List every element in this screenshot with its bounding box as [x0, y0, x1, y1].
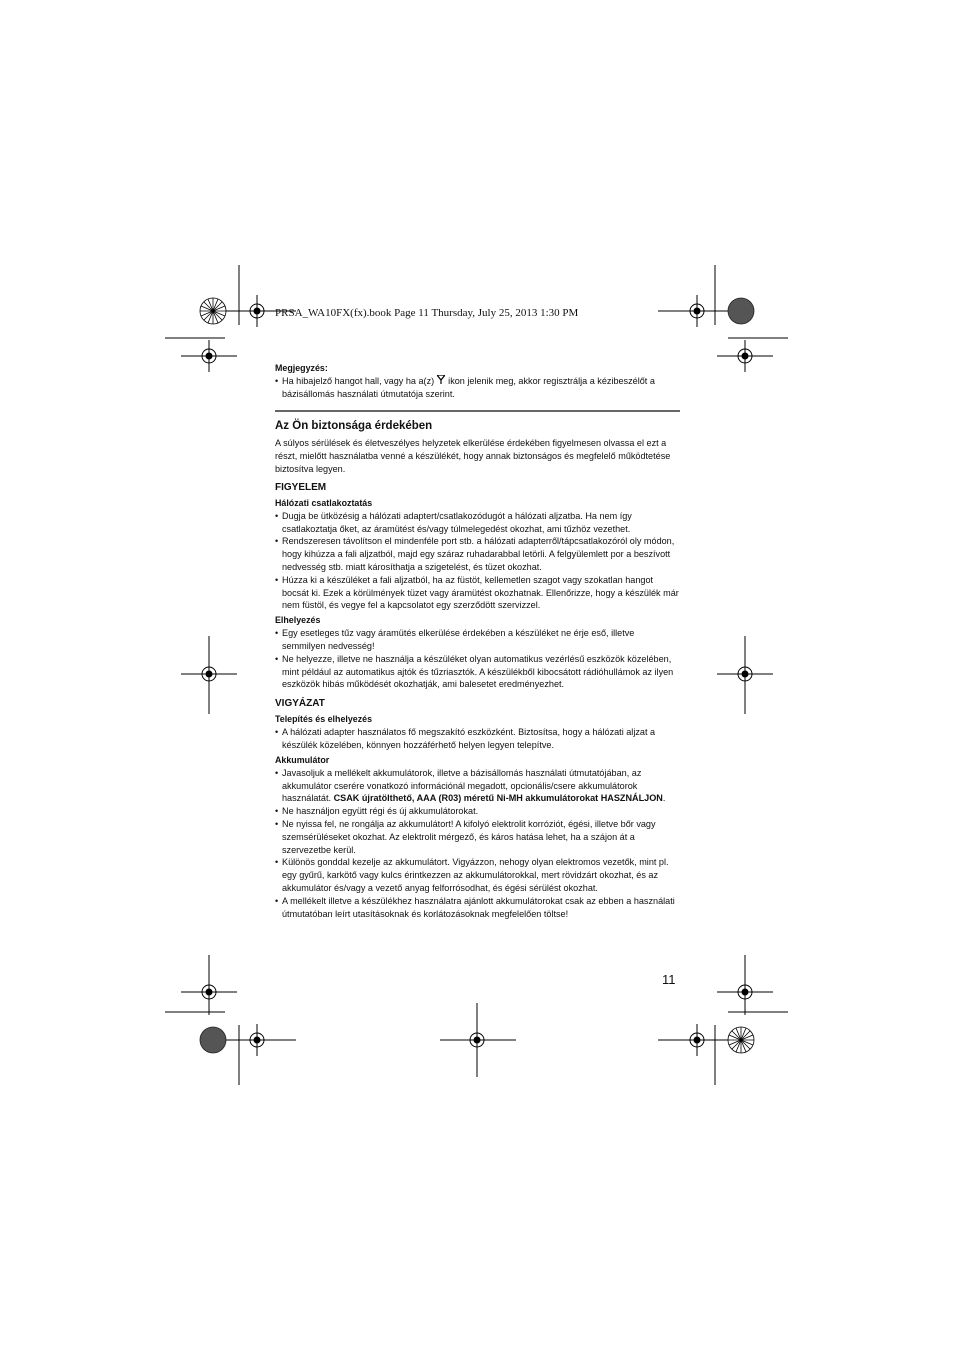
page-number: 11 [662, 972, 676, 987]
placement-subheading: Elhelyezés [275, 615, 321, 626]
note-list [275, 375, 680, 401]
figyelem-heading: FIGYELEM [275, 481, 327, 493]
note-text-after: ikon jelenik meg, akkor regisztrálja a kézibeszélőt a bázisállomás használati útmutatója szerint. [282, 375, 655, 399]
list-item: • Egy esetleges tűz vagy áramütés elkerülése érdekében a készüléket ne érje eső, illetve semmilyen nedvesség! [275, 627, 680, 653]
install-subheading: Telepítés és elhelyezés [275, 714, 373, 725]
antenna-icon [437, 375, 445, 388]
battery-subheading: Akkumulátor [275, 754, 330, 765]
section-divider [275, 410, 680, 412]
list-item: • Ne nyissa fel, ne rongálja az akkumulátort! A kifolyó elektrolit korróziót, égési, illetve bőr vagy szemsérüléseket okozhat. Az elektrolit mérgező, és káros hatása lehet, ha a szájon át a szervezetbe kerül. [275, 818, 680, 856]
note-title: Megjegyzés: [275, 363, 328, 373]
power-subheading: Hálózati csatlakoztatás [275, 497, 373, 508]
power-list [275, 510, 680, 612]
list-item: • Ne helyezze, illetve ne használja a készüléket olyan automatikus vezérlésű eszközök közelében, mint például az automatikus ajtók és tűzriasztók. A készülékből kibocsátott rádióhullámok az ilyen eszközök hibás működését okozhatják, ami balesetet eredményezhet. [275, 653, 680, 691]
install-list [275, 726, 680, 752]
list-item: • A hálózati adapter használatos fő megszakító eszközként. Biztosítsa, hogy a hálózati aljzat a készülék közelében, könnyen hozzáférhető helyen legyen telepítve. [275, 726, 680, 752]
battery-first-bold: CSAK újratölthető, AAA (R03) méretű Ni-MH akkumulátorokat HASZNÁLJON [333, 793, 663, 804]
list-item: • Rendszeresen távolítson el mindenféle port stb. a hálózati adapterről/tápcsatlakozóról oly módon, hogy kihúzza a fali aljzatból, majd egy száraz ruhadarabbal letörli. A felgyülemlett por a beszívott nedvesség stb. miatt károsíthatja a szigetelést, és tüzet okozhat. [275, 535, 680, 573]
list-item: • Húzza ki a készüléket a fali aljzatból, ha az füstöt, kellemetlen szagot vagy szokatlan hangot bocsát ki. Ezek a körülmények tüzet vagy áramütést okozhatnak. Ellenőrizze, hogy a készülék már nem füstöl, és vegye fel a kapcsolatot egy szerződött szervizzel. [275, 574, 680, 612]
note-text-before: Ha hibajelző hangot hall, vagy ha a(z) [282, 375, 435, 386]
page-header: PRSA_WA10FX(fx).book Page 11 Thursday, July 25, 2013 1:30 PM [275, 307, 579, 319]
page-content [275, 362, 680, 920]
list-item: • Dugja be ütközésig a hálózati adaptert/csatlakozódugót a hálózati aljzatba. Ha nem így csatlakoztatja őket, az áramütést és/vagy túlmelegedést okozhat, ami tűzhöz vezethet. [275, 510, 680, 536]
section-title: Az Ön biztonsága érdekében [275, 420, 433, 433]
vigyazat-heading: VIGYÁZAT [275, 698, 325, 710]
placement-list [275, 627, 680, 691]
list-item: • Különös gonddal kezelje az akkumulátort. Vigyázzon, nehogy olyan elektromos vezetők, mint pl. egy gyűrű, karkötő vagy kulcs érintkezzen az akkumulátorokkal, mert rövidzárt okozhat, és az akkumulátor és/vagy a vezető anyag felforrósodhat, és égési sérülést okozhat. [275, 856, 680, 894]
battery-list [275, 767, 680, 921]
battery-first-text: Javasoljuk a mellékelt akkumulátorok, illetve a bázisállomás használati útmutatójában, az akkumulátor cserére vonatkozó információnál megadott, opcionális/csere akkumulátorok használatát. [282, 767, 642, 804]
list-item: • Ne használjon együtt régi és új akkumulátorokat. [275, 805, 680, 818]
battery-first-end: . [662, 793, 666, 804]
section-intro: A súlyos sérülések és életveszélyes helyzetek elkerülése érdekében figyelmesen olvassa el ezt a részt, mielőtt használatba venné a készülékét, hogy annak biztonságos és megfelelő működtetése biztosítva legyen. [275, 438, 671, 474]
list-item: • A mellékelt illetve a készülékhez használatra ajánlott akkumulátorokat csak az ebben a használati útmutatóban leírt utasításoknak és korlátozásoknak megfelelően töltse! [275, 895, 680, 921]
note-item [275, 375, 680, 401]
list-item [275, 767, 680, 805]
